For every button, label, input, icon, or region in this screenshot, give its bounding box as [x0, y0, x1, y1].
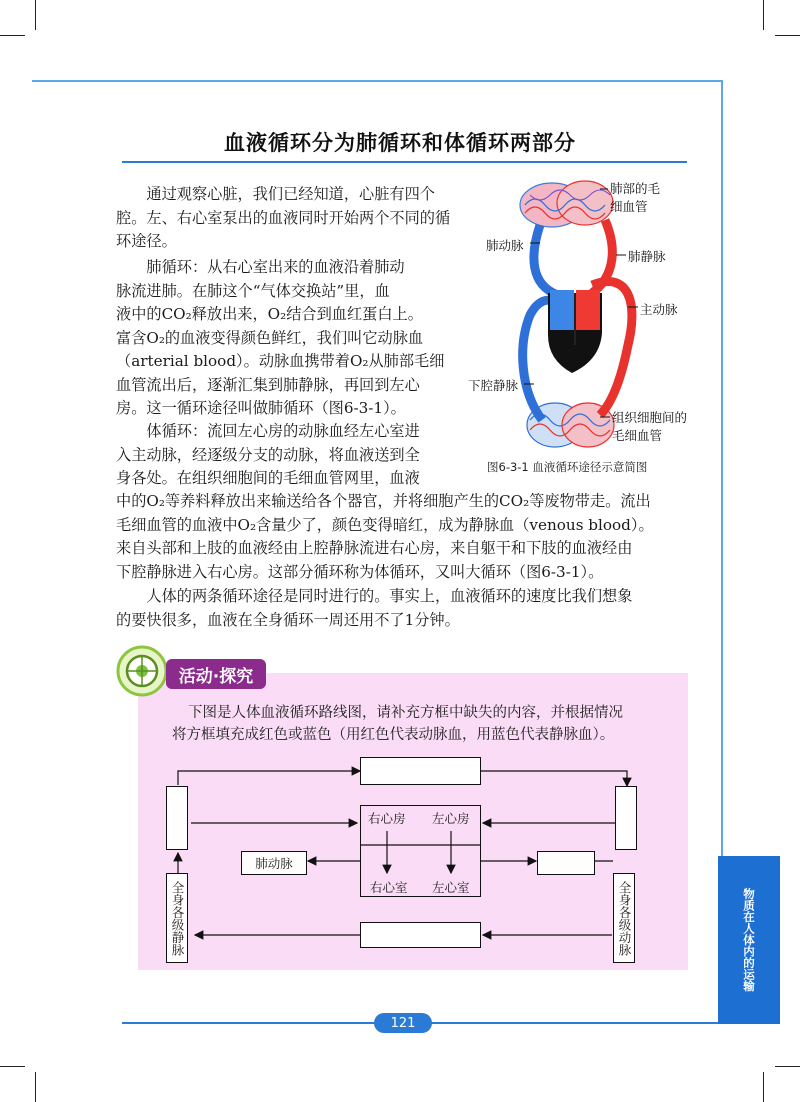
right-ventricle-label: 右心室 [370, 880, 408, 895]
text-line: 体循环：流回左心房的动脉血经左心室进 [146, 422, 420, 440]
label-tissue-capillary [612, 409, 687, 445]
label-lung-capillary [610, 180, 660, 216]
paragraph-systemic [116, 420, 476, 491]
side-tab-label: 物质在人体内的运输 [742, 888, 756, 992]
crop-mark [0, 1066, 25, 1067]
blank-box-top[interactable] [360, 757, 481, 785]
crop-mark [0, 35, 25, 36]
title-underline [122, 161, 687, 163]
blank-box-bottom[interactable] [360, 922, 481, 948]
label-line: 细血管 [610, 199, 648, 214]
label-line: 组织细胞间的 [612, 410, 688, 425]
crop-mark [763, 0, 764, 30]
pulmonary-artery-box: 肺动脉 [241, 851, 307, 875]
label-pulmonary-artery: 肺动脉 [486, 238, 524, 253]
right-border-line [721, 80, 723, 856]
text-line: 富含O₂的血液变得颜色鲜红，我们叫它动脉血 [116, 328, 424, 347]
instruction-line: 下图是人体血液循环路线图，请补充方框中缺失的内容，并根据情况 [188, 705, 623, 721]
chapter-side-tab [718, 856, 780, 1024]
right-heart-chambers [550, 290, 574, 330]
text-line: 身各处。在组织细胞间的毛细血管网里，血液 [116, 469, 420, 487]
text-line: 房。这一循环途径叫做肺循环（图6-3-1）。 [116, 399, 406, 417]
text-line: 中的O₂等养料释放出来输送给各个器官，并将细胞产生的CO₂等废物带走。流出 [116, 492, 651, 510]
heart [548, 290, 602, 373]
paragraph-text: 通过观察心脏，我们已经知道，心脏有四个腔。左、右心室泵出的血液同时开始两个不同的循环途径。 [116, 185, 451, 250]
lung-capillary-network [520, 181, 613, 227]
label-line: 肺部的毛 [610, 181, 661, 196]
text-line: 的要快很多，血液在全身循环一周还用不了1分钟。 [116, 610, 460, 629]
crop-mark [35, 0, 36, 30]
pulmonary-artery-vessel [534, 225, 558, 295]
figure-caption: 图6-3-1 血液循环途径示意简图 [487, 460, 648, 474]
paragraph-intro [116, 183, 456, 254]
text-line: 毛细血管的血液中O₂含量少了，颜色变得暗红，成为静脉血（venous blood）。 [116, 515, 654, 534]
label-inferior-vena-cava: 下腔静脉 [468, 378, 519, 393]
text-line: 入主动脉，经逐级分支的动脉，将血液送到全 [116, 445, 420, 464]
label-pulmonary-vein: 肺静脉 [628, 249, 666, 264]
crop-mark [775, 1066, 800, 1067]
paragraph-pulmonary [116, 256, 476, 421]
paragraph-systemic-cont [116, 490, 716, 584]
section-title: 血液循环分为肺循环和体循环两部分 [224, 131, 576, 155]
text-line: 肺循环：从右心室出来的血液沿着肺动 [146, 258, 405, 276]
crop-mark [775, 35, 800, 36]
label-aorta: 主动脉 [640, 302, 678, 317]
top-border-line [32, 80, 722, 82]
crop-mark [763, 1072, 764, 1102]
text-line: 人体的两条循环途径是同时进行的。事实上，血液循环的速度比我们想象 [146, 587, 633, 605]
text-line: 液中的CO₂释放出来，O₂结合到血红蛋白上。 [116, 305, 423, 323]
text-line: 来自头部和上肢的血液经由上腔静脉流进右心房，来自躯干和下肢的血液经由 [116, 539, 633, 557]
paragraph-speed [116, 585, 716, 632]
blank-box-right-upper[interactable] [615, 786, 637, 850]
label-line: 毛细血管 [612, 428, 663, 443]
crop-mark [35, 1072, 36, 1102]
left-ventricle-label: 左心室 [432, 880, 470, 895]
right-atrium-label: 右心房 [368, 811, 406, 826]
blank-box-left-upper[interactable] [166, 786, 188, 850]
left-atrium-label: 左心房 [432, 811, 470, 826]
left-heart-chambers [576, 290, 600, 330]
text-line: 下腔静脉进入右心房。这部分循环称为体循环，又叫大循环（图6-3-1）。 [116, 562, 604, 581]
text-line: （arterial blood）。动脉血携带着O₂从肺部毛细 [116, 352, 445, 370]
instruction-line: 将方框填充成红色或蓝色（用红色代表动脉血，用蓝色代表静脉血）。 [172, 727, 615, 743]
activity-badge: 活动·探究 [166, 659, 266, 689]
body-arteries-box: 全身各级动脉 [613, 873, 635, 963]
body-veins-box: 全身各级静脉 [166, 873, 188, 963]
blank-box-right-small[interactable] [537, 851, 595, 875]
page-number: 121 [374, 1013, 432, 1033]
text-line: 脉流进肺。在肺这个“气体交换站”里，血 [116, 281, 390, 300]
text-line: 血管流出后，逐渐汇集到肺静脉，再回到左心 [116, 375, 420, 394]
